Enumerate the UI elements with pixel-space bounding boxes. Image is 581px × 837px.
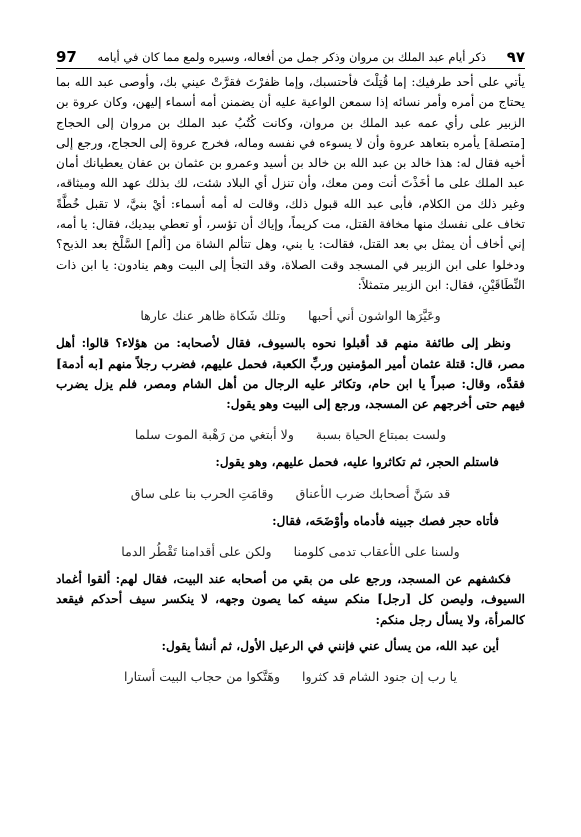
verse-1 <box>56 305 525 327</box>
paragraph-6: أين عبد الله، من يسأل عني فإنني في الرعيل الأول، ثم أنشأ يقول: <box>161 638 499 653</box>
verse-2-second-hemistich: ولا أبتغي من رَهْبة الموت سلما <box>134 427 294 443</box>
verse-4-first-hemistich: ولسنا على الأعقاب تدمى كلومنا <box>293 544 460 560</box>
verse-5 <box>56 666 525 688</box>
paragraph-3: فاستلم الحجر، ثم تكاثروا عليه، فحمل عليهم، وهو يقول: <box>215 455 499 470</box>
running-title: ذكر أيام عبد الملك بن مروان وذكر جمل من أفعاله، وسيره ولمع مما كان في أيامه <box>97 50 487 64</box>
verse-2 <box>56 424 525 446</box>
verse-2-first-hemistich: ولست بمبتاع الحياة بسبة <box>315 427 447 443</box>
header-rule <box>56 68 525 69</box>
verse-3 <box>56 483 525 505</box>
paragraph-2: ونظر إلى طائفة منهم قد أقبلوا نحوه بالسيوف، فقال لأصحابه: من هؤلاء؟ قالوا: أهل مصر، قال: قتلة عثمان أمير المؤمنين وربِّ الكعبة، فحمل عليهم، فضرب رجلاً منهم [به أدمة] فقدَّه، وقال: صبراً يا ابن حام، وتكاثر عليه الرجال من أهل الشام ومصر، فلم يزل يضرب فيهم حتى أخرجهم عن المسجد، ورجع إلى البيت وهو يقول: <box>56 336 525 412</box>
page-header <box>56 40 525 66</box>
verse-1-second-hemistich: وتلك شَكاة ظاهر عنك عارها <box>140 308 286 324</box>
verse-5-second-hemistich: وهَتَّكوا من حجاب البيت أستارا <box>124 669 281 685</box>
verse-5-first-hemistich: يا رب إن جنود الشام قد كثروا <box>302 669 457 685</box>
verse-3-first-hemistich: قد سَنَّ أصحابك ضرب الأعناق <box>295 485 451 501</box>
page-number-left: 97 <box>56 48 77 66</box>
verse-3-second-hemistich: وقامَتِ الحرب بنا على ساق <box>130 485 274 501</box>
verse-1-first-hemistich: وعَيَّرَها الواشون أني أحبها <box>307 308 441 324</box>
paragraph-1: يأتي على أحد طرفيك: إما قُتِلْتَ فأحتسبك، وإما ظفرْتَ فقرَّتْ عيني بك، وأوصى عبد الله بما يحتاج من أمره وأمر نسائه إذا سمعن الواعية عليه أن يضمنن أمه أسماء إليهن، وكان عروة بن الزبير على رأي عمه عبد الملك بن مروان، وكانت كُتُبُ عبد الملك بن مروان إلى الحجاج [متصلة] يأمره بتعاهد عروة وأن لا يسوءه في نفسه وماله، فخرج عروة إلى الحجاج، ورجع إلى أخيه فقال له: هذا خالد بن عبد الله بن خالد بن أسيد وعمرو بن عثمان بن عفان يعطيانك أمان عبد الملك على ما أخَذْتَ أنت ومن معك، وأن تنزل أي البلاد شئت، لك بذلك عهد الله وميثاقه، وغير ذلك من الكلام، فأبى عبد الله قبول ذلك، وقالت له أمه أسماء: أيْ بنيَّ، لا تقبل خُطَّةً تخاف على نفسك منها مخافة القتل، مت كريماً، وإياك أن تؤسر، أو تعطي بيديك، فقال: يا أمه، إني أخاف أن يمثل بي بعد القتل، فقالت: يا بني، وهل تتألم الشاة من [ألم] السَّلْخ بعد الذبح؟ ودخلوا على ابن الزبير في المسجد وقت الصلاة، وقد التجأ إلى البيت وهم ينادون: يا ابن ذات النِّطَاقَيْنِ، فقال: ابن الزبير متمثلاً: <box>56 75 525 292</box>
paragraph-4: فأتاه حجر فصك جبينه فأدماه وأوْضَحَه، فقال: <box>272 513 499 528</box>
page-body <box>56 72 525 819</box>
verse-4 <box>56 541 525 563</box>
page-number-right: ٩٧ <box>506 48 525 66</box>
verse-4-second-hemistich: ولكن على أقدامنا تَقْطُر الدما <box>121 544 272 560</box>
paragraph-5: فكشفهم عن المسجد، ورجع على من بقي من أصحابه عند البيت، فقال لهم: ألقوا أغماد السيوف، وليصن كل [رجل] منكم سيفه كما يصون وجهه، لا ينكسر سيف أحدكم فيقعد كالمرأة، ولا يسأل رجل منكم: <box>56 572 525 627</box>
